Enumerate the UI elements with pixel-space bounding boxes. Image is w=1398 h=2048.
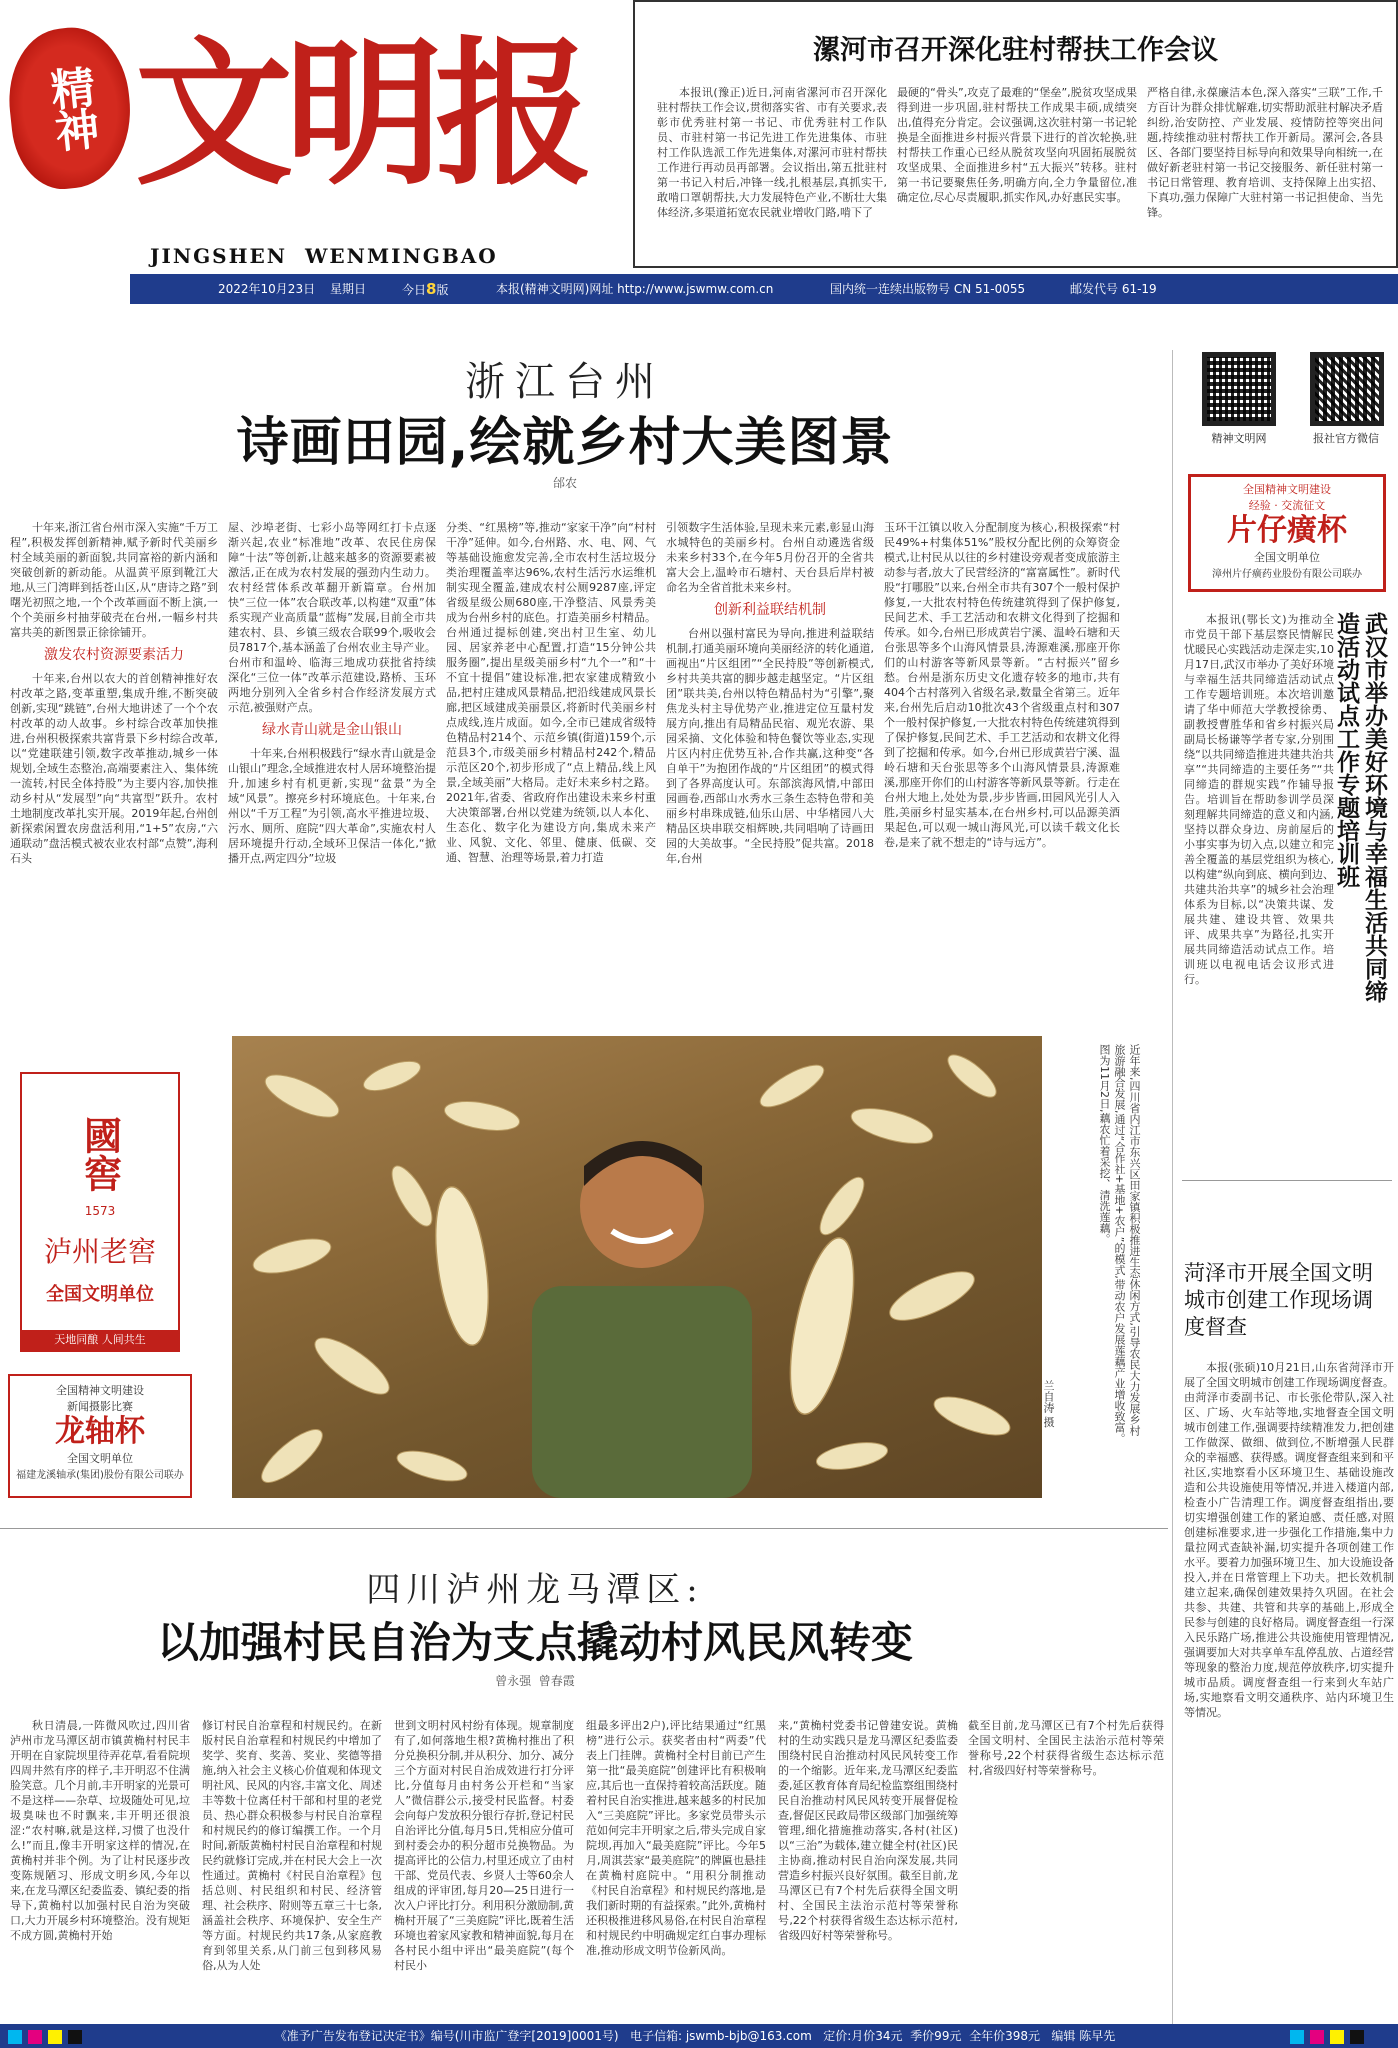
date-info-bar <box>130 274 1398 304</box>
main-article-kicker: 浙江台州 <box>465 359 665 405</box>
ad-longzhou[interactable]: 全国精神文明建设 新闻摄影比赛 龙轴杯 全国文明单位 福建龙溪轴承(集团)股份有限公司联办 <box>8 1374 192 1498</box>
paper-title: 文明报 <box>135 22 585 207</box>
top-article-col-2: 最硬的“骨头”,攻克了最难的“堡垒”,脱贫攻坚成果得到进一步巩固,驻村帮扶工作成果丰硕,成绩突出,值得充分肯定。会议强调,这次驻村第一书记轮换是全面推进乡村振兴背景下进行的首次轮换,驻村帮扶工作重心已经从脱贫攻坚向巩固拓展脱贫攻坚成果、全面推进乡村“五大振兴”转移。驻村第一书记要聚焦任务,明确方向,全力争量留位,准确定位,尽心尽责履职,抓实作风,办好惠民实事。 <box>897 86 1137 204</box>
main-paragraph-4: 十年来,台州积极践行“绿水青山就是金山银山”理念,全域推进农村人居环境整治提升,加速乡村有机更新,实现“盆景”为全域“风景”。擦亮乡村环境底色。十年来,台州以“千万工程”为引领,高水平推进垃圾、污水、厕所、庭院“四大革命”,实施农村人居环境提升行动,全域环卫保洁一体化,“掀播开点,两定四分”垃圾 <box>228 747 436 865</box>
cn-number: 国内统一连续出版物号 CN 51-0055 <box>830 282 1026 296</box>
qr-right[interactable] <box>1310 352 1384 426</box>
ad-pianzaihuang-title: 片仔癀杯 <box>1227 513 1347 548</box>
main-paragraph-7: 台州以强村富民为导向,推进利益联结机制,打通美丽环境向美丽经济的转化通道,画视出“片区组团”“全民持股”等创新模式,乡村共美共富的脚步越走越坚定。“片区组团”联共美,台州以特色精品村为“引擎”,聚焦龙头村主导优势产业,推进定位互量村发展方向,推出有局精品民宿、观光农游、果园采摘、文化体验和特色餐饮等业态,实现片区内村庄优势互补,合作共赢,这种变“各自单干”为抱团作战的“片区组团”的模式得到了各界高度认可。东部滨海风情,中部田园画卷,西部山水秀水三条生态特色带和美丽乡村串珠成链,仙乐山居、中华楮园八大精品区块串联交相辉映,共同唱响了诗画田园的大美故事。“全民持股”促共富。2018年,台州 <box>666 627 874 865</box>
second-article-title: 以加强村民自治为支点撬动村风民风转变 <box>156 1618 913 1667</box>
qr-left-label: 精神文明网 <box>1211 432 1267 445</box>
second-col-1: 秋日清晨,一阵微风吹过,四川省泸州市龙马潭区胡市镇黄桷村村民丰开明在自家院坝里待弄花草,看看院坝四周井然有序的样子,丰开明忍不住满脸笑意。几个月前,丰开明家的光景可不是这样——杂草、垃圾随处可见,垃圾臭味也不时飘来,丰开明还很浪涩:“农村嘛,就是这样,习惯了也没什么!”而且,像丰开明家这样的情况,在黄桷村并非个例。为了让村民逐步改变陈规陋习、形成文明乡风,今年以来,在龙马潭区纪委监委、镇纪委的指导下,黄桷村以加强村民自治为突破口,大力开展乡村环境整治。没有规矩不成方圆,黄桷村开始 <box>10 1719 190 1942</box>
main-column-3: 分类、“红黑榜”等,推动“家家干净”向“村村干净”延伸。如今,台州路、水、电、网、气等基础设施愈发完善,全市农村生活垃圾分类治理覆盖率达96%,农村生活污水运维机制实现全覆盖,建成农村公厕9287座,评定省级星级公厕680座,干净整洁、风景秀美成为台州乡村的底色。打造美丽乡村精品。台州通过提标创建,突出村卫生室、幼儿园、居家养老中心配置,打造“15分钟公共服务圈”,提出星级美丽乡村“九个一”和“十不宜十提倡”建设标准,把农家建成精致小品,把村庄建成风景精品,把沿线建成风景长廊,把区域建成美丽景区,将新时代美丽乡村点成线,连片成面。如今,全市已建成省级特色精品村214个、示范乡镇(街道)159个,示范县3个,市级美丽乡村精品村242个,精品示范区20个,初步形成了“点上精品,线上风景,全域美丽”大格局。走好未来乡村之路。2021年,省委、省政府作出建设未来乡村重大决策部署,台州以党建为统领,以人本化、生态化、数字化为建设方向,集成未来产业、风貌、文化、邻里、健康、低碳、交通、智慧、治理等场景,着力打造 <box>446 521 656 864</box>
footer-text: 《准予广告发布登记决定书》编号(川市监广登字[2019]0001号) 电子信箱: jswmb-bjb@163.com 定价:月价34元 季价99元 全年价398元 编辑 陈早先 <box>274 2029 1116 2043</box>
photo-scene <box>232 1036 1042 1498</box>
top-article-col-1: 本报讯(豫正)近日,河南省漯河市召开深化驻村帮扶工作会议,贯彻落实省、市有关要求,表彰市优秀驻村第一书记、市优秀驻村工作队员、市驻村第一书记先进工作先进集体、市驻村工作队选派工作先进集体,对漯河市驻村帮扶工作进行再动员再部署。会议指出,第五批驻村第一书记入村后,冲锋一线,扎根基层,真抓实干,敢啃口罩朝帮扶,大力发展特色产业,不断壮大集体经济,多渠道拓宽农民就业增收门路,啃下了 <box>657 86 887 219</box>
logo-seal <box>2 22 138 194</box>
second-col-2: 修订村民自治章程和村规民约。在新版村民自治章程和村规民约中增加了奖学、奖育、奖善、奖业、奖德等措施,纳入社会主义核心价值观和体现文明社风、民风的内容,丰富文化、周述丰等数十位离任村干部和村里的老党员、热心群众积极参与村民自治章程和村规民约的修订编撰工作。一个月时间,新版黄桷村村民自治章程和村规民约就修订完成,并在村民大会上一次性通过。黄桷村《村民自治章程》包括总则、村民组织和村民、经济管理、社会秩序、附则等五章三十七条,涵盖社会秩序、环境保护、安全生产等方面。村规民约共17条,从家庭教育到邻里关系,从门前三包到移风易俗,从为人处 <box>202 1719 382 1972</box>
wuhan-title: 武汉市举办美好环境与幸福生活共同缔造活动试点工作专题培训班 <box>1333 612 1387 1003</box>
top-article-title: 漯河市召开深化驻村帮扶工作会议 <box>813 35 1218 66</box>
main-article-byline: 邰农 <box>552 476 577 490</box>
main-paragraph-3: 屋、沙埠老街、七彩小岛等网红打卡点逐渐兴起,农业“标准地”改革、农民住房保障“十法”等创新,让越来越多的资源要素被激活,正在成为农村发展的强劲内生动力。农村经营体系改革翻开新篇章。台州加快“三位一体”农合联改革,以构建“双重”体系实现产业高质量“蓝梅”发展,目前全市共建农村、县、乡镇三级农合联99个,吸收会员7817个,基本涵盖了台州农业主导产业。台州市和温岭、临海三地成功获批省持续深化“三位一体”改革示范建设,路桥、玉环两地分别列入全省乡村合作经济发展方式示范,被强财产点。 <box>228 521 436 714</box>
second-article-kicker: 四川泸州龙马潭区: <box>366 1570 704 1610</box>
website-url: 本报(精神文明网)网址 http://www.jswmw.com.cn <box>496 282 774 296</box>
qr-left[interactable] <box>1202 352 1276 426</box>
masthead <box>0 0 630 280</box>
ad-longzhou-title: 龙轴杯 <box>55 1414 145 1449</box>
logo-seal-text: 精神 <box>40 63 101 153</box>
main-paragraph-1: 十年来,浙江省台州市深入实施“千万工程”,积极发挥创新精神,赋予新时代美丽乡村全域美丽的新面貌,共同富裕的新内涵和突破创新的新动能。从温黄平原到靴江大地,从三门湾畔到括苍山区,从“唐诗之路”到曙光初照之地,一个个改革画面不断上演,一个个美丽乡村抽芽破壳在台州,一幅乡村共富共美的新图景正徐徐铺开。 <box>10 521 218 639</box>
subhead-2: 绿水青山就是金山银山 <box>262 722 402 738</box>
heze-text: 本报(张硕)10月21日,山东省菏泽市开展了全国文明城市创建工作现场调度督查。由菏泽市委副书记、市长张伦带队,深入社区、广场、火车站等地,实地督查全国文明城市创建工作,强调要持续精准发力,把创建工作做深、做细、做到位,不断增强人民群众的幸福感、获得感。调度督查组来到和平社区,实地察看小区环境卫生、基础设施改造和公共设施使用等情况,并进入楼道内部,检查小广告清理工作。调度督查组指出,要切实增强创建工作的紧迫感、责任感,对照创建标准要求,进一步强化工作措施,集中力量拉网式查缺补漏,切实提升各项创建工作水平。要着力加强环境卫生、加大设施设备投入,并在日常管理上下功夫。把长效机制建立起来,确保创建效果持久巩固。在社会共参、共建、共管和共享的基础上,形成全民参与创建的良好格局。调度督查组一行深入民乐路广场,推进公共设施使用管理情况,强调要加大对共享单车乱停乱放、占道经营等现象的整治力度,规范停放秩序,切实提升城市品质。调度督查组一行来到火车站广场,实地察看文明交通秩序、站内环境卫生等情况。 <box>1184 1361 1394 1719</box>
ad-pianzaihuang[interactable]: 全国精神文明建设 经验 · 交流征文 片仔癀杯 全国文明单位 漳州片仔癀药业股份有限公司联办 <box>1188 474 1386 592</box>
wuhan-text: 本报讯(鄂长文)为推动全市党员干部下基层察民情解民忧暖民心实践活动走深走实,10月17日,武汉市举办了美好环境与幸福生活共同缔造活动试点工作专题培训班。本次培训邀请了华中师范大学教授徐勇、副教授曹胜华和省乡村振兴局副局长杨谦等学者专家,分别围绕“以共同缔造推进共建共治共享”“共同缔造的主要任务”“共同缔造的群规实践”作辅导报告。培训旨在帮助参训学员深刻理解共同缔造的意义和内涵,坚持以群众身边、房前屋后的小事实事为切入点,以建立和完善全覆盖的基层党组织为核心,以构建“纵向到底、横向到边、共建共治共享”的城乡社会治理体系为目标,以“决策共谋、发展共建、建设共管、效果共评、成果共享”为路径,扎实开展共同缔造活动试点工作。培训班以电视电话会议形式进行。 <box>1184 613 1334 986</box>
top-article <box>633 0 1398 268</box>
subhead-3: 创新利益联结机制 <box>714 602 826 618</box>
second-col-3: 世到文明村风村纷有体现。规章制度有了,如何落地生根?黄桷村推出了积分兑换积分制,并从积分、加分、减分三个方面对村民自治成效进行打分评比,分值每月由村务公开栏和“当家人”微信群公示,接受村民监督。村委会向每户发放积分银行存折,登记村民自治评比分值,每月5日,凭相应分值可到村委会办的积分超市兑换物品。为提高评比的公信力,村里还成立了由村干部、党员代表、乡贤人士等60余人组成的评审团,每月20—25日进行一次入户评比打分。利用积分激励制,黄桷村开展了“三美庭院”评比,既着生活环境也着家风家教和精神面貌,每月在各村民小组中评出“最美庭院”(每个村民小 <box>394 1719 574 1972</box>
lotus-root-photo <box>232 1036 1042 1498</box>
photo-credit: 兰自涛 摄 <box>1042 1380 1055 1428</box>
post-code: 邮发代号 61-19 <box>1070 282 1157 296</box>
main-column-5: 玉环干江镇以收入分配制度为核心,积极探索“村民49%+村集体51%”股权分配比例的众筹资金模式,让村民从以往的乡村建设旁观者变成旅游主动参与者,放大了民营经济的“富富属性”。新时代股“打哪股”以来,台州全市共有307个一般村保护修复,一大批农村特色传统建筑得到了保护修复,民间艺术、手工艺活动和农耕文化得到了挖掘和传承。如今,台州已形成黄岩宁溪、温岭石塘和天台张思等多个山海风情景县,涛源难溪,那座开你们的山村游客等新风景等新。“古村振兴”留乡愁。台州是浙东历史文化遗存较多的地市,共有404个古村落列入省级名录,数量全省第三。近年来,台州先后启动10批次43个省级重点村和307个一般村保护修复,一大批农村特色传统建筑得到了保护修复,民间艺术、手工艺活动和农耕文化得到了挖掘和传承。如今,台州已形成黄岩宁溪、温岭石塘和天台张思等多个山海风情景县,涛源难溪,那座开你们的山村游客等新风景等新。行走在台州大地上,处处为景,步步皆画,田园风光引人入胜,美丽乡村显实基本,在台州乡村,可以品源美酒果起色,可以观一城山海风光,可以读千载文化长卷,是来了就不想走的“诗与远方”。 <box>884 521 1120 849</box>
ad-luzhou-laojiao[interactable]: 國窖 1573 泸州老窖 全国文明单位 天地同酿 人间共生 <box>20 1072 180 1352</box>
main-paragraph-2: 十年来,台州以农大的首创精神推好农村改革之路,变革重塑,集成升维,不断突破创新,实现“跳链”,台州大地讲述了一个个农村改革的动人故事。乡村综合改革加快推进,台州积极探索共富背景下乡村综合改革,以“党建联建引领,数字改革推动,城乡一体规划,全域生态整治,高端要素注入、集体统一流转,村民全体持股”为主要内容,加快推动乡村从“发展型”向“共富型”跃升。农村土地制度改革扎实开展。2019年起,台州创新探索闲置农房盘活利用,“1+5”农房,“六通联动”盘活模式被农业农村部“点赞”,海利石头 <box>10 672 218 865</box>
issue-weekday: 星期日 <box>330 282 367 296</box>
color-bars-left <box>8 2029 88 2048</box>
main-article-body <box>10 520 1120 990</box>
color-bars-right <box>1290 2029 1370 2048</box>
main-article-title: 诗画田园,绘就乡村大美图景 <box>236 413 894 473</box>
pages-count: 今日8版 <box>402 280 449 298</box>
second-article-byline: 曾永强 曾春霞 <box>495 1674 575 1688</box>
footer-bar <box>0 2024 1398 2048</box>
issue-date: 2022年10月23日 <box>218 282 316 296</box>
photo-caption: 近年来,四川省内江市东兴区田家镇积极推进生态休闲方式,引导农民大力发展乡村旅游融合发展,通过“合作社+基地+农户”的模式,带动农户发展莲藕产业增收致富。图为11月2日,藕农忙着采挖、清洗莲藕。 <box>1098 1044 1141 1444</box>
heze-title: 菏泽市开展全国文明城市创建工作现场调度督查 <box>1184 1261 1373 1339</box>
ad-guojiao-logo: 國窖 <box>77 1116 123 1192</box>
second-col-4: 组最多评出2户),评比结果通过“红黑榜”进行公示。获奖者由村“两委”代表上门挂牌。黄桷村全村目前已产生第一批“最美庭院”创建评比有积极响应,其后也一直保持着较高活跃度。随着村民自治实推进,越来越多的村民加入“三美庭院”评比。多家党员带头示范如何完丰开明家之后,带头完成自家院坝,再加入“最美庭院”评比。今年5月,周淇芸家“最美庭院”的牌匾也悬挂在黄桷村庭院中。“用积分制推动《村民自治章程》和村规民约落地,是我们新时期的有益探索。”此外,黄桷村还积极推进移风易俗,在村民自治章程和村规民约中明确规定红白事办理标准,推动形成文明节俭新风尚。 <box>586 1719 766 1957</box>
main-paragraph-6: 引领数字生活体验,呈现未来元素,彰显山海水城特色的美丽乡村。台州自动遴选省级未来乡村33个,在今年5月份召开的全省共富大会上,温岭市石塘村、天台县后岸村被命名为全省首批未来乡村。 <box>666 521 874 594</box>
subhead-1: 激发农村资源要素活力 <box>44 647 184 663</box>
qr-right-label: 报社官方微信 <box>1313 432 1379 445</box>
ad-luzhou-brand: 泸州老窖 <box>43 1235 156 1268</box>
second-col-6: 截至目前,龙马潭区已有7个村先后获得全国文明村、全国民主法治示范村等荣誉称号,22个村获得省级生态达标示范村,省级四好村等荣誉称号。 <box>968 1719 1164 1777</box>
second-col-5: 来,“黄桷村党委书记曾建安说。黄桷村的生动实践只是龙马潭区纪委监委围绕村民自治推动村风民风转变工作的一个缩影。近年来,龙马潭区纪委监委,延区教育体育局纪检监察组围绕村民自治推动村风民风转变开展督促检查,督促区民政局带区级部门加强统筹管理,细化措施推动落实,各村(社区)以“三治”为载体,建立健全村(社区)民主协商,推动村民自治向深发展,共同营造乡村振兴良好氛围。截至目前,龙马潭区已有7个村先后获得全国文明村、全国民主法治示范村等荣誉称号,22个村获得省级生态达标示范村,省级四好村等荣誉称号。 <box>778 1719 958 1942</box>
top-article-col-3: 严格自律,永葆廉洁本色,深入落实“三联”工作,千方百计为群众排忧解难,切实帮助派驻村解决矛盾纠纷,治安防控、产业发展、疫情防控等突出问题,持续推动驻村帮扶工作开新局。漯河会,各县区、各部门要坚持目标导向和效果导向相统一,在做好新老驻村第一书记交接服务、新任驻村第一书记日常管理、教育培训、支持保障上出实招、下真功,强力保障广大驻村第一书记担使命、当先锋。 <box>1147 86 1383 219</box>
paper-pinyin: JINGSHEN WENMINGBAO <box>150 244 498 268</box>
